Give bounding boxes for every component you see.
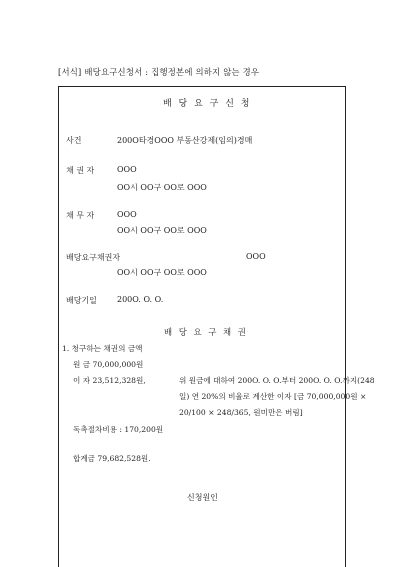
deadline-label: 배당기일: [66, 296, 97, 305]
claim-interest-line2: 일) 연 20%의 비율로 계산한 이자 [금 70,000,000원 ×: [179, 392, 367, 401]
claim-heading: 1. 청구하는 채권의 금액: [62, 344, 143, 353]
debtor-name: OOO: [117, 210, 137, 219]
form-title: 배 당 요 구 신 청: [163, 99, 252, 109]
claim-principal: 원 금 70,000,000원: [73, 360, 144, 369]
claim-interest-label: 이 자 23,512,328원,: [73, 376, 146, 385]
applicant-heading: 신청원인: [187, 493, 218, 502]
creditor-label: 채 권 자: [66, 166, 95, 175]
claim-total: 합계금 79,682,528원.: [73, 454, 151, 463]
claim-title: 배 당 요 구 채 권: [164, 327, 248, 337]
claim-interest-line3: 20/100 × 248/365, 원미만은 버림]: [179, 408, 303, 417]
case-label: 사건: [66, 136, 82, 145]
claimant-label: 배당요구채권자: [66, 253, 121, 262]
deadline-value: 200O. O. O.: [117, 295, 164, 304]
claimant-address: OO시 OO구 OO로 OOO: [117, 268, 207, 277]
claim-interest-line1: 위 원금에 대하여 200O. O. O.부터 200O. O. O.까지(248: [179, 376, 375, 385]
debtor-label: 채 무 자: [66, 211, 95, 220]
creditor-name: OOO: [117, 165, 137, 174]
claim-cost: 독촉절차비용 : 170,200원: [73, 425, 164, 434]
debtor-address: OO시 OO구 OO로 OOO: [117, 226, 207, 235]
claimant-name: OOO: [246, 252, 266, 261]
creditor-address: OO시 OO구 OO로 OOO: [117, 183, 207, 192]
case-value: 200O타경OOO 부동산강제(임의)경매: [117, 136, 253, 145]
form-caption: [서식] 배당요구신청서 : 집행정본에 의하지 않는 경우: [58, 67, 260, 77]
